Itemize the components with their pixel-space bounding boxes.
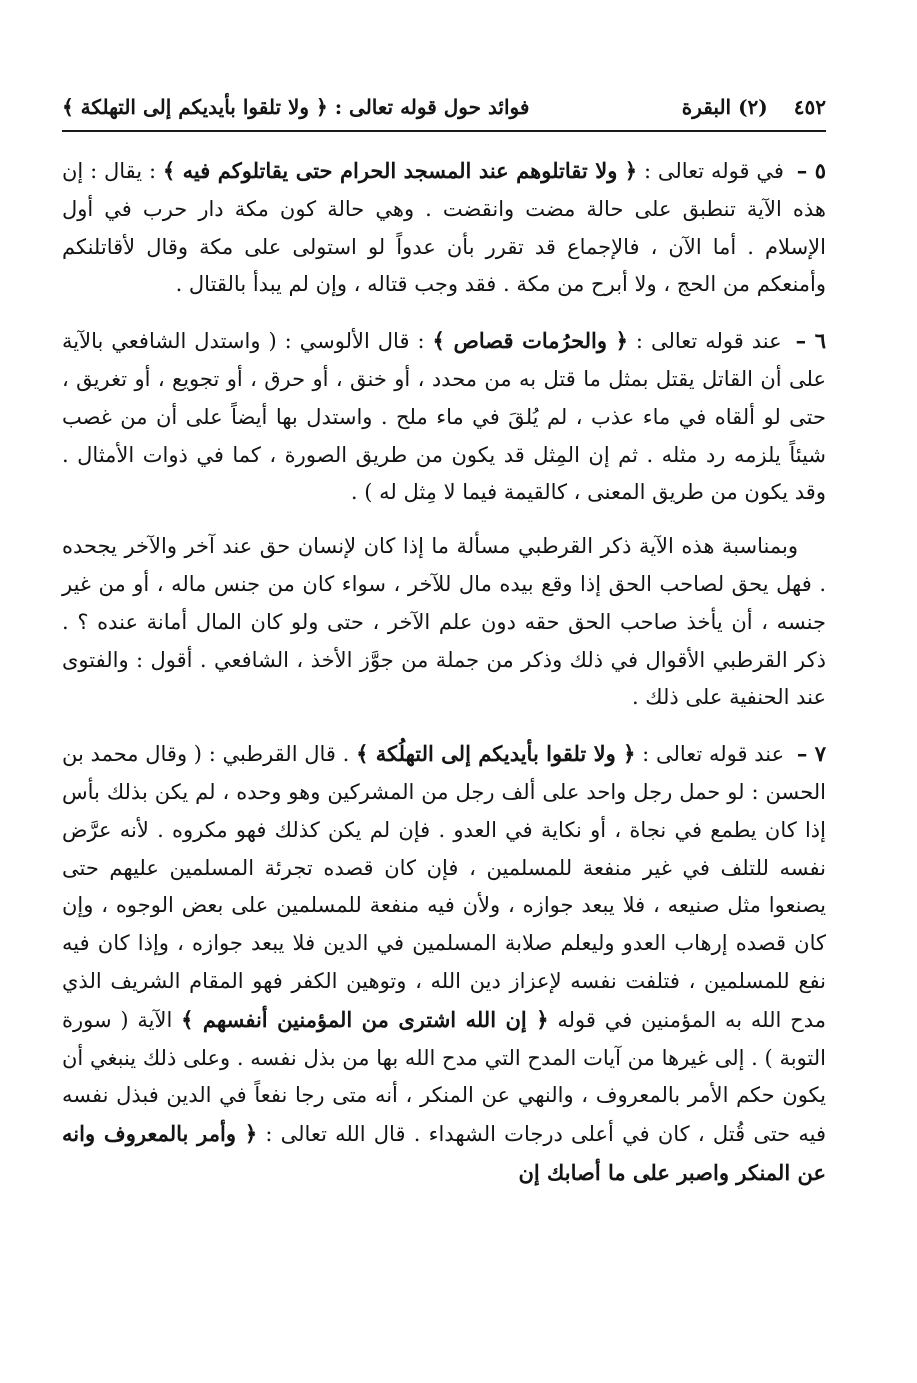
paragraph-6-continuation (62, 528, 826, 717)
paragraph-intro: في قوله تعالى : (643, 159, 784, 183)
paragraph-number: ٦ – (795, 328, 826, 354)
paragraph-text: . قال القرطبي : ( وقال محمد بن الحسن : لو حمل رجل واحد على ألف رجل من المشركين وهو وحده ، لم يكن بذلك بأس إذا كان يطمع في نجاة ، أو نكاية في العدو . فإن لم يكن كذلك فهو مكروه . لأنه عرَّض نفسه للتلف في غير منفعة للمسلمين ، فإن كان قصده تجرئة المسلمين عليهم حتى يصنعوا مثل صنيعه ، فلا يبعد جوازه ، ولأن فيه منفعة للمسلمين على بعض الوجوه ، وإن كان قصده إرهاب العدو وليعلم صلابة المسلمين في الدين فلا يبعد جوازه ، وإذا كان فيه نفع للمسلمين ، فتلفت نفسه لإعزاز دين الله ، وتوهين الكفر فهو المقام الشريف الذي مدح الله به المؤمنين في قوله (62, 742, 827, 1032)
chapter-title: فوائد حول قوله تعالى : ﴿ ولا تلقوا بأيديكم إلى التهلكة ﴾ (62, 95, 530, 119)
paragraph-text-2: الآية ( سورة التوبة ) . إلى غيرها من آيات المدح التي مدح الله بها من بذل نفسه . وعلى ذلك ينبغي أن يكون حكم الأمر بالمعروف ، والنهي عن المنكر ، أنه متى رجا نفعاً في الدين فبذل نفسه فيه حتى قُتل ، كان في أعلى درجات الشهداء . قال الله تعالى : (62, 1007, 826, 1147)
paragraph-6 (62, 322, 826, 512)
paragraph-text: وبمناسبة هذه الآية ذكر القرطبي مسألة ما إذا كان لإنسان حق عند آخر والآخر يجحده . فهل يحق لصاحب الحق إذا وقع بيده مال للآخر ، سواء كان من جنس ماله ، أو من غير جنسه ، أن يأخذ صاحب الحق حقه دون علم الآخر ، حتى ولو كان المال أمانة عنده ؟ . ذكر القرطبي الأقوال في ذلك وذكر من جملة من جوَّز الأخذ ، الشافعي . أقول : والفتوى عند الحنفية على ذلك . (62, 534, 826, 710)
paragraph-intro: عند قوله تعالى : (635, 329, 782, 354)
paragraph-intro: عند قوله تعالى : (642, 742, 785, 767)
quran-verse: ﴿ والحرُمات قصاص ﴾ (432, 328, 628, 354)
paragraph-number: ٥ – (796, 158, 826, 183)
quran-verse: ﴿ ولا تقاتلوهم عند المسجد الحرام حتى يقاتلوكم فيه ﴾ (162, 158, 638, 183)
paragraph-text: : يقال : إن هذه الآية تنطبق على حالة مضت وانقضت . وهي حالة كون مكة دار حرب في أول الإسلام . أما الآن ، فالإجماع قد تقرر بأن عدواً لو استولى على مكة وقال لأقاتلنكم وأمنعكم من الحج ، ولا أبرح من مكة . فقد وجب قتاله ، وإن لم يبدأ بالقتال . (62, 159, 826, 297)
page-number: ٤٥٢ (793, 95, 826, 119)
header-right-group (682, 92, 826, 122)
paragraph-number: ٧ – (796, 741, 827, 767)
paragraph-5 (62, 152, 826, 304)
book-page (62, 92, 826, 1193)
paragraph-7 (62, 735, 826, 1193)
paragraph-text: : قال الألوسي : ( واستدل الشافعي بالآية على أن القاتل يقتل بمثل ما قتل به من محدد ، أو خنق ، أو حرق ، أو تجويع ، أو تغريق ، حتى لو ألقاه في ماء عذب ، لم يُلقَ في ماء ملح . واستدل بها أيضاً على أن من غصب شيئاً يلزمه رد مثله . ثم إن المِثل قد يكون من طريق الصورة ، كما في ذوات الأمثال . وقد يكون من طريق المعنى ، كالقيمة فيما لا مِثل له ) . (62, 329, 826, 505)
running-header (62, 92, 826, 132)
quran-verse-2: ﴿ إن الله اشترى من المؤمنين أنفسهم ﴾ (181, 1006, 549, 1032)
surah-label: (٢) البقرة (681, 95, 768, 119)
quran-verse: ﴿ ولا تلقوا بأيديكم إلى التهلُكة ﴾ (356, 741, 636, 767)
quran-verse-3: ﴿ وأمر بالمعروف وانه عن المنكر واصبر على ما أصابك إن (62, 1121, 826, 1185)
